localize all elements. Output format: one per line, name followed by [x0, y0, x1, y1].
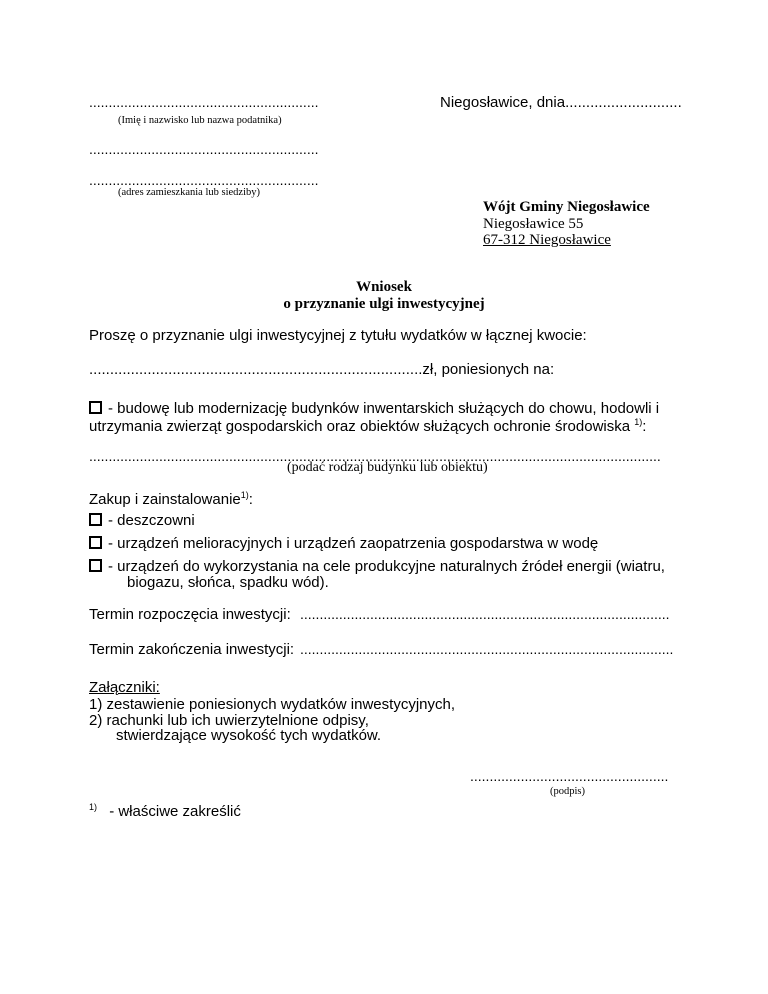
option-buildings-line2-wrap [89, 418, 646, 435]
address-dots-1[interactable]: ........................................................... [89, 141, 319, 157]
option-buildings-line1: - budowę lub modernizację budynków inwentarskich służących do chowu, hodowli i [108, 400, 660, 417]
footnote-text: - właściwe zakreślić [109, 803, 241, 820]
end-date-field[interactable]: ................................................................................................ [300, 641, 674, 657]
amount-line[interactable]: ................................................................................zł, poniesionych na: [89, 361, 555, 378]
option-buildings[interactable] [89, 400, 659, 417]
signature-caption: (podpis) [550, 786, 585, 797]
footnote-ref: 1) [240, 490, 249, 500]
recipient-address-line1: Niegosławice 55 [483, 216, 584, 232]
option-water-devices[interactable] [89, 535, 598, 552]
checkbox-buildings[interactable] [89, 401, 102, 414]
attachments-title: Załączniki: [89, 679, 160, 696]
name-field-dots[interactable]: ........................................................... [89, 94, 319, 110]
checkbox-water-devices[interactable] [89, 536, 102, 549]
option-buildings-line2: utrzymania zwierząt gospodarskich oraz obiektów służących ochronie środowiska [89, 418, 631, 435]
end-date-label: Termin zakończenia inwestycji: [89, 641, 295, 658]
attachment-item-2: 2) rachunki lub ich uwierzytelnione odpisy, [89, 712, 369, 729]
address-dots-2[interactable]: ........................................................... [89, 172, 319, 188]
building-type-dots[interactable]: ................................................................................................................................................... [89, 448, 661, 464]
recipient-address-line2: 67-312 Niegosławice [483, 232, 611, 248]
footnote-marker: 1) [89, 802, 98, 812]
colon: : [248, 491, 253, 508]
document-title: Wniosek [356, 279, 412, 295]
option-energy-devices[interactable] [89, 558, 665, 575]
footnote-ref: 1) [634, 417, 643, 427]
option-energy-devices-label: - urządzeń do wykorzystania na cele produkcyjne naturalnych źródeł energii (wiatru, [108, 558, 665, 575]
option-sprinklers-label: - deszczowni [108, 512, 195, 529]
option-water-devices-label: - urządzeń melioracyjnych i urządzeń zaopatrzenia gospodarstwa w wodę [108, 535, 599, 552]
intro-text: Proszę o przyznanie ulgi inwestycyjnej z tytułu wydatków w łącznej kwocie: [89, 327, 587, 344]
building-type-caption: (podać rodzaj budynku lub obiektu) [287, 460, 488, 475]
attachment-item-1: 1) zestawienie poniesionych wydatków inwestycyjnych, [89, 696, 456, 713]
document-subtitle: o przyznanie ulgi inwestycyjnej [283, 296, 485, 312]
checkbox-energy-devices[interactable] [89, 559, 102, 572]
option-sprinklers[interactable] [89, 512, 195, 529]
footnote [89, 803, 241, 820]
signature-dots[interactable]: ................................................... [470, 768, 669, 784]
start-date-label: Termin rozpoczęcia inwestycji: [89, 606, 291, 623]
colon: : [642, 418, 647, 435]
purchase-label-wrap [89, 491, 253, 508]
purchase-label: Zakup i zainstalowanie [89, 491, 241, 508]
option-energy-devices-cont: biogazu, słońca, spadku wód). [127, 574, 329, 591]
attachment-item-2-cont: stwierdzające wysokość tych wydatków. [116, 727, 382, 744]
place-date-field[interactable]: Niegosławice, dnia............................ [440, 94, 682, 111]
recipient-title: Wójt Gminy Niegosławice [483, 199, 650, 215]
name-caption: (Imię i nazwisko lub nazwa podatnika) [118, 115, 282, 126]
address-caption: (adres zamieszkania lub siedziby) [118, 187, 260, 198]
checkbox-sprinklers[interactable] [89, 513, 102, 526]
start-date-field[interactable]: ............................................................................................... [300, 606, 670, 622]
